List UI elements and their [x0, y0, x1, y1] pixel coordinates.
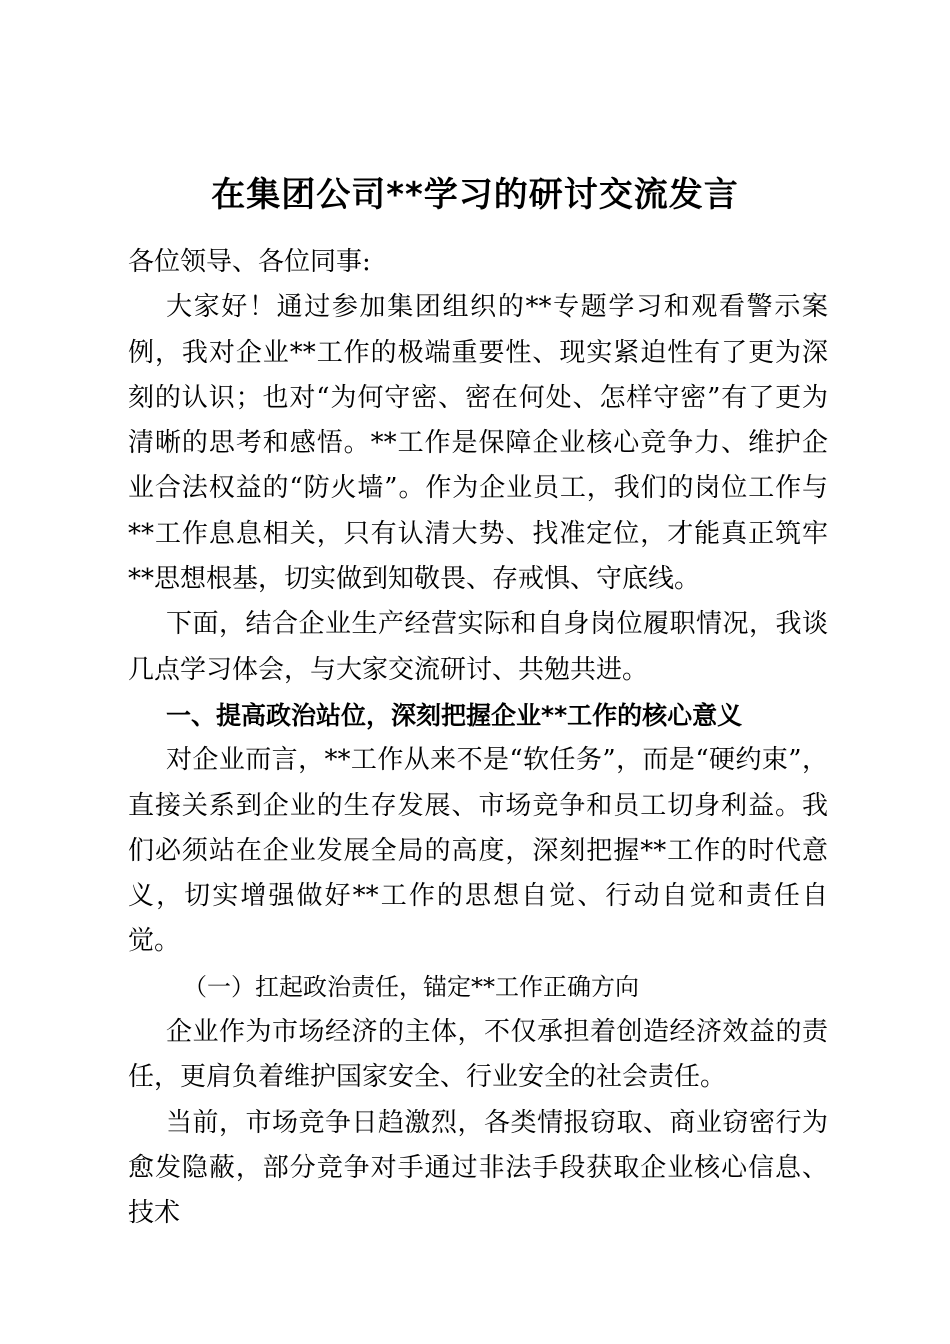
document-body — [128, 240, 828, 1237]
body-paragraph: 大家好！通过参加集团组织的**专题学习和观看警示案例，我对企业**工作的极端重要性、现实紧迫性有了更为深刻的认识；也对“为何守密、密在何处、怎样守密”有了更为清晰的思考和感悟。**工作是保障企业核心竞争力、维护企业合法权益的“防火墙”。作为企业员工，我们的岗位工作与**工作息息相关，只有认清大势、找准定位，才能真正筑牢**思想根基，切实做到知敬畏、存戒惧、守底线。 — [128, 292, 828, 595]
section-heading: 一、提高政治站位，深刻把握企业**工作的核心意义 — [166, 700, 743, 730]
body-paragraph: 对企业而言，**工作从来不是“软任务”，而是“硬约束”，直接关系到企业的生存发展、市场竞争和员工切身利益。我们必须站在企业发展全局的高度，深刻把握**工作的时代意义，切实增强做好**工作的思想自觉、行动自觉和责任自觉。 — [128, 745, 828, 957]
body-paragraph: 当前，市场竞争日趋激烈，各类情报窃取、商业窃密行为愈发隐蔽，部分竞争对手通过非法手段获取企业核心信息、技术 — [128, 1107, 828, 1229]
body-paragraph: 下面，结合企业生产经营实际和自身岗位履职情况，我谈几点学习体会，与大家交流研讨、共勉共进。 — [128, 609, 828, 685]
document-title: 在集团公司**学习的研讨交流发言 — [211, 175, 739, 215]
body-paragraph: 企业作为市场经济的主体，不仅承担着创造经济效益的责任，更肩负着维护国家安全、行业安全的社会责任。 — [128, 1017, 828, 1093]
subsection-heading: （一）扛起政治责任，锚定**工作正确方向 — [183, 972, 639, 1001]
greeting: 各位领导、各位同事: — [128, 247, 371, 277]
